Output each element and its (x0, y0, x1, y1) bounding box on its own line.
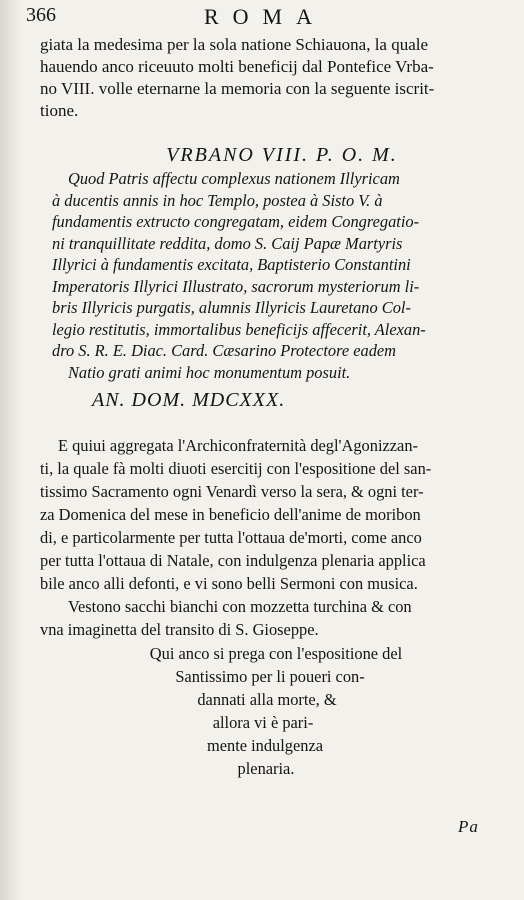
text-line: bile anco alli defonti, e vi sono belli Sermoni con musica. (40, 574, 418, 593)
inscription-line: Quod Patris affectu complexus nationem Illyricam (68, 169, 400, 188)
text-line: ti, la quale fà molti diuoti esercitij con l'espositione del san- (40, 459, 432, 478)
text-line: E quiui aggregata l'Archiconfraternità degl'Agonizzan- (58, 436, 418, 455)
text-line: hauendo anco riceuuto molti beneficij dal Pontefice Vrba- (40, 57, 434, 76)
catchword: Pa (458, 817, 479, 836)
text-line: plenaria. (237, 759, 295, 778)
text-line: allora vi è pari- (212, 713, 314, 732)
text-line: per tutta l'ottaua di Natale, con indulgenza plenaria applica (40, 551, 426, 570)
text-line: di, e particolarmente per tutta l'ottaua de'morti, come anco (40, 528, 422, 547)
running-head (26, 4, 504, 32)
text-line: tione. (40, 101, 79, 120)
inscription-text (52, 168, 514, 383)
inscription-heading: VRBANO VIII. P. O. M. (166, 144, 398, 166)
inscription-line: legio restitutis, immortalibus beneficijs affecerit, Alexan- (52, 319, 426, 339)
inscription-line: bris Illyricis purgatis, alumnis Illyricis Lauretano Col- (52, 298, 411, 317)
inscription-line: Imperatoris Illyrici Illustrato, sacrorum mysteriorum li- (52, 276, 420, 296)
text-line: za Domenica del mese in beneficio dell'anime de moribon (40, 505, 421, 524)
text-line: vna imaginetta del transito di S. Gioseppe. (40, 620, 319, 639)
closing-paragraph (96, 642, 456, 780)
inscription-line: ni tranquillitate reddita, domo S. Caij Papæ Martyris (52, 233, 403, 253)
gutter-shadow (0, 0, 22, 900)
text-line: giata la medesima per la sola natione Schiauona, la quale (40, 35, 429, 54)
running-title: ROMA (203, 4, 326, 29)
inscription-line: fundamentis extructo congregatam, eidem Congregatio- (52, 212, 420, 231)
intro-paragraph (40, 34, 510, 122)
text-line: Vestono sacchi bianchi con mozzetta turchina & con (68, 597, 412, 616)
text-line: dannati alla morte, & (197, 690, 337, 709)
body-paragraph (40, 434, 512, 641)
text-line: Santissimo per li poueri con- (175, 667, 365, 686)
inscription-line: Natio grati animi hoc monumentum posuit. (68, 362, 351, 382)
page-number: 366 (26, 4, 56, 26)
inscription-line: Illyrici à fundamentis excitata, Baptisterio Constantini (52, 255, 411, 274)
text-line: tissimo Sacramento ogni Venardì verso la sera, & ogni ter- (40, 482, 424, 501)
inscription-date: AN. DOM. MDCXXX. (92, 389, 286, 411)
text-line: mente indulgenza (206, 736, 324, 755)
inscription-line: dro S. R. E. Diac. Card. Cæsarino Protectore eadem (52, 341, 397, 360)
text-line: no VIII. volle eternarne la memoria con la seguente iscrit- (40, 79, 435, 98)
inscription-line: à ducentis annis in hoc Templo, postea à Sisto V. à (52, 190, 383, 210)
text-line: Qui anco si prega con l'espositione del (149, 644, 403, 663)
